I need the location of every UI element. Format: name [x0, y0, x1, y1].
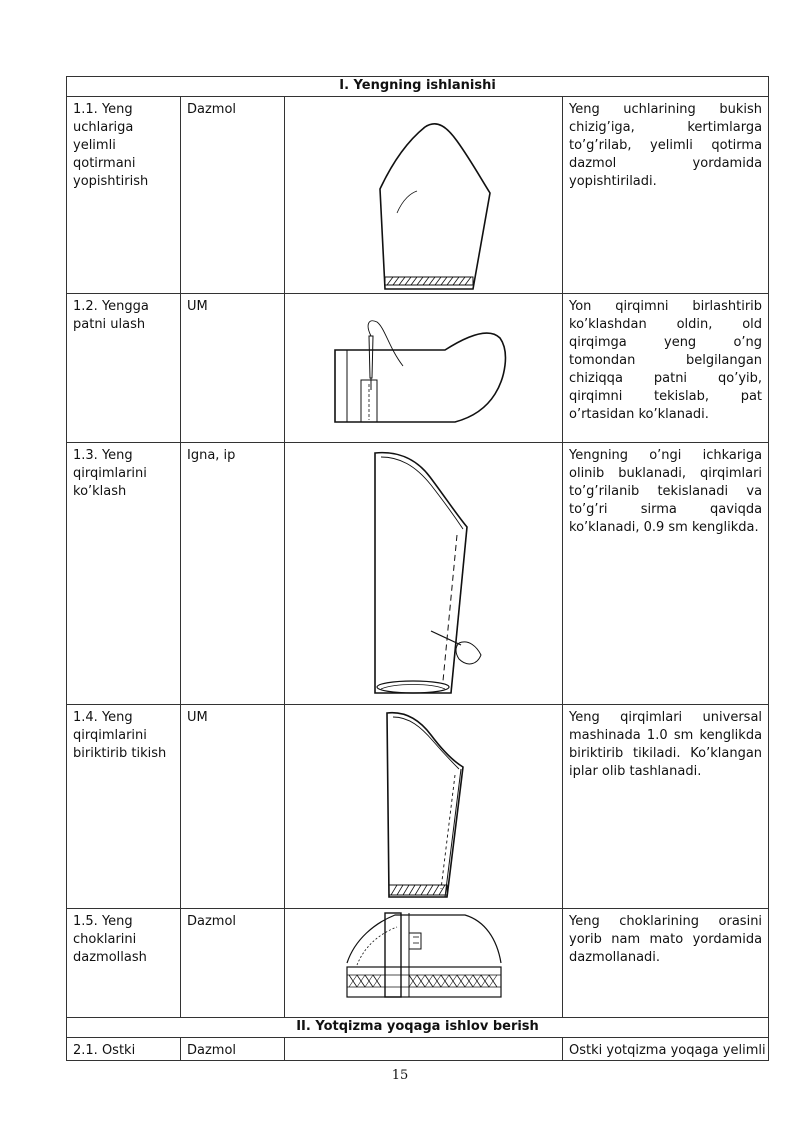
tool-name: UM: [181, 705, 285, 909]
tool-name: Dazmol: [181, 97, 285, 294]
section-header-row: [67, 77, 769, 97]
table-row: [67, 705, 769, 909]
section-title: I. Yengning ishlanishi: [67, 77, 769, 97]
step-description: Yengning o’ngi ichkariga olinib buklanadi, qirqimlari to’g’rilanib tekislanadi va to’g’ri sirma qaviqda ko’klanadi, 0.9 sm kenglikda.: [563, 443, 769, 705]
process-table: [66, 76, 769, 1061]
tool-name: Dazmol: [181, 909, 285, 1018]
step-description: Yeng qirqimlari universal mashinada 1.0 sm kenglikda biriktirib tikiladi. Ko’klangan iplar olib tashlanadi.: [563, 705, 769, 909]
step-description: Ostki yotqizma yoqaga yelimli: [563, 1038, 769, 1061]
tool-name: Igna, ip: [181, 443, 285, 705]
step-description: Yeng uchlarining bukish chizig’iga, kertimlarga to’g’rilab, yelimli qotirma dazmol yordamida yopishtiriladi.: [563, 97, 769, 294]
table-row: [67, 294, 769, 443]
tool-name: Dazmol: [181, 1038, 285, 1061]
tool-name: UM: [181, 294, 285, 443]
table-row: [67, 443, 769, 705]
step-description: Yeng choklarining orasini yorib nam mato yordamida dazmollanadi.: [563, 909, 769, 1018]
sleeve-seam-pressing-illustration: [285, 909, 563, 1018]
sleeve-cuff-interfacing-illustration: [285, 97, 563, 294]
table-row: [67, 909, 769, 1018]
sleeve-seam-stitching-illustration: [285, 705, 563, 909]
step-name: 1.2. Yengga patni ulash: [67, 294, 181, 443]
step-description: Yon qirqimni birlashtirib ko’klashdan oldin, old qirqimga yeng o’ng tomondan belgilangan chiziqqa patni qo’yib, qirqimni tekislab, pat o’rtasidan ko’klanadi.: [563, 294, 769, 443]
step-name: 2.1. Ostki: [67, 1038, 181, 1061]
step-name: 1.4. Yeng qirqimlarini biriktirib tikish: [67, 705, 181, 909]
table-row: [67, 97, 769, 294]
sleeve-placket-stitching-illustration: [285, 294, 563, 443]
table-row: [67, 1038, 769, 1061]
page-number: 15: [391, 1068, 409, 1083]
sleeve-basting-illustration: [285, 443, 563, 705]
step-name: 1.5. Yeng choklarini dazmollash: [67, 909, 181, 1018]
figure-cell: [285, 1038, 563, 1061]
step-name: 1.1. Yeng uchlariga yelimli qotirmani yopishtirish: [67, 97, 181, 294]
section-header-row: [67, 1018, 769, 1038]
section-title: II. Yotqizma yoqaga ishlov berish: [67, 1018, 769, 1038]
step-name: 1.3. Yeng qirqimlarini ko’klash: [67, 443, 181, 705]
